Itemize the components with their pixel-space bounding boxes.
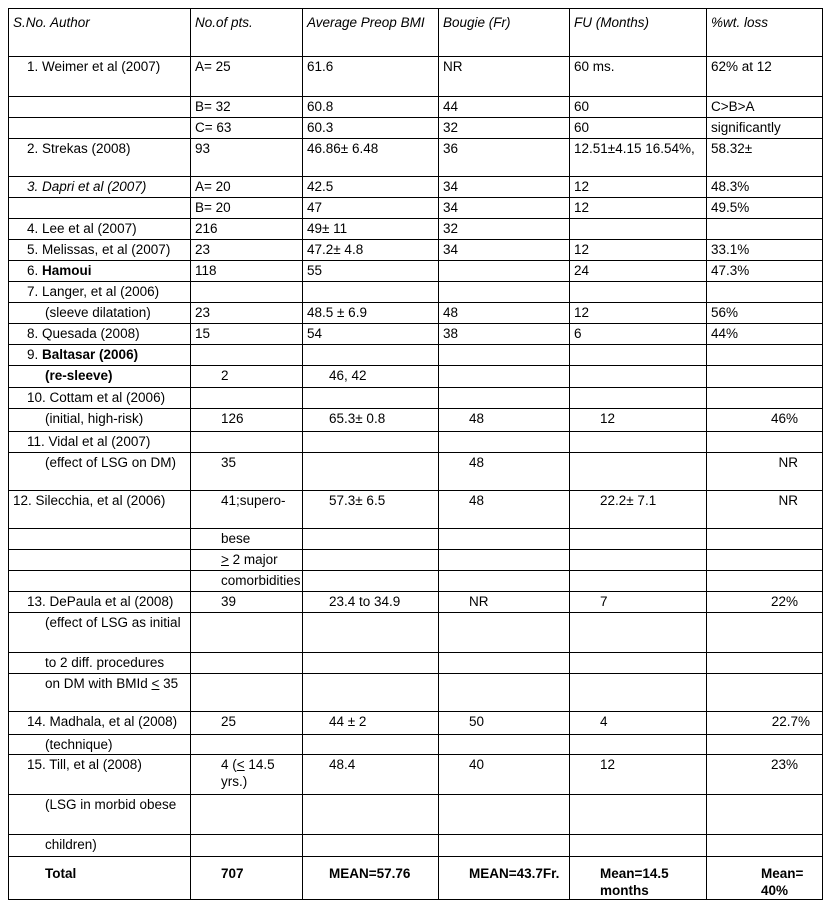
cell-pts: 216	[191, 219, 303, 240]
cell-pts: B= 32	[191, 97, 303, 118]
cell-bmi	[303, 735, 439, 755]
cell-bmi	[303, 453, 439, 491]
cell-loss: 58.32±	[707, 139, 823, 177]
cell-bougie	[439, 282, 570, 303]
table-row	[9, 795, 823, 835]
cell-bougie: NR	[439, 592, 570, 613]
cell-author: (sleeve dilatation)	[9, 303, 191, 324]
cell-pts: 25	[191, 712, 303, 735]
cell-author: 14. Madhala, et al (2008)	[9, 712, 191, 735]
table-row	[9, 835, 823, 857]
cell-fu: 60 ms.	[570, 57, 707, 97]
cell-bougie	[439, 345, 570, 366]
cell-loss: 48.3%	[707, 177, 823, 198]
cell-bougie	[439, 529, 570, 550]
cell-loss: 33.1%	[707, 240, 823, 261]
cell-pts: 126	[191, 409, 303, 432]
cell-pts	[191, 388, 303, 409]
cell-bougie	[439, 674, 570, 712]
table-row	[9, 118, 823, 139]
cell-fu	[570, 345, 707, 366]
cell-author	[9, 571, 191, 592]
cell-fu: 12	[570, 303, 707, 324]
cell-bougie	[439, 795, 570, 835]
cell-bmi: 47	[303, 198, 439, 219]
cell-bougie: 44	[439, 97, 570, 118]
cell-bougie: 48	[439, 491, 570, 529]
cell-pts: B= 20	[191, 198, 303, 219]
author-name: Baltasar (2006)	[42, 347, 139, 362]
cell-fu: 4	[570, 712, 707, 735]
cell-pts: bese	[191, 529, 303, 550]
cell-bmi	[303, 345, 439, 366]
cell-bmi	[303, 613, 439, 653]
table-row	[9, 177, 823, 198]
cell-author: (technique)	[9, 735, 191, 755]
cell-fu	[570, 835, 707, 857]
cell-pts: 35	[191, 453, 303, 491]
cell-loss: 56%	[707, 303, 823, 324]
cell-fu	[570, 735, 707, 755]
cell-pts: C= 63	[191, 118, 303, 139]
cell-author: to 2 diff. procedures	[9, 653, 191, 674]
cell-author: (effect of LSG as initial	[9, 613, 191, 653]
cell-bougie: 36	[439, 139, 570, 177]
cell-fu	[570, 219, 707, 240]
header-row	[9, 9, 823, 57]
cell-author	[9, 345, 191, 366]
cell-author: 12. Silecchia, et al (2006)	[9, 491, 191, 529]
cell-fu	[570, 453, 707, 491]
cell-author	[9, 118, 191, 139]
cell-author: 5. Melissas, et al (2007)	[9, 240, 191, 261]
pts-symbol: <	[236, 757, 245, 772]
cell-fu: 60	[570, 118, 707, 139]
header-pts: No.of pts.	[191, 9, 303, 57]
header-loss: %wt. loss	[707, 9, 823, 57]
cell-fu	[570, 571, 707, 592]
cell-bougie	[439, 366, 570, 388]
cell-loss: 44%	[707, 324, 823, 345]
author-text: on DM with BMId	[45, 676, 152, 691]
cell-loss	[707, 674, 823, 712]
cell-author	[9, 97, 191, 118]
cell-fu	[570, 282, 707, 303]
total-bougie: MEAN=43.7Fr.	[439, 857, 570, 900]
cell-bougie	[439, 735, 570, 755]
cell-bmi: 47.2± 4.8	[303, 240, 439, 261]
table-row	[9, 735, 823, 755]
cell-fu	[570, 795, 707, 835]
cell-fu: 12	[570, 177, 707, 198]
cell-bmi: 46.86± 6.48	[303, 139, 439, 177]
table-row	[9, 57, 823, 97]
cell-pts: A= 20	[191, 177, 303, 198]
table-row	[9, 409, 823, 432]
cell-author: 15. Till, et al (2008)	[9, 755, 191, 795]
author-symbol: <	[151, 676, 160, 691]
cell-fu: 7	[570, 592, 707, 613]
cell-bougie	[439, 835, 570, 857]
header-author: S.No. Author	[9, 9, 191, 57]
cell-pts: 41;supero-	[191, 491, 303, 529]
table-row	[9, 653, 823, 674]
cell-fu	[570, 550, 707, 571]
cell-pts: 118	[191, 261, 303, 282]
cell-pts	[191, 835, 303, 857]
pts-text-tail: 14.5 yrs.)	[221, 757, 275, 789]
cell-bmi: 42.5	[303, 177, 439, 198]
cell-loss: significantly	[707, 118, 823, 139]
cell-loss: NR	[707, 491, 823, 529]
table-row	[9, 345, 823, 366]
cell-fu: 12.51±4.15 16.54%,	[570, 139, 707, 177]
cell-bmi	[303, 674, 439, 712]
cell-pts	[191, 345, 303, 366]
pts-text: 2 major	[228, 552, 278, 567]
cell-author: children)	[9, 835, 191, 857]
table-row	[9, 97, 823, 118]
cell-pts	[191, 282, 303, 303]
cell-bougie	[439, 432, 570, 453]
cell-author: (LSG in morbid obese	[9, 795, 191, 835]
cell-loss	[707, 613, 823, 653]
cell-pts: A= 25	[191, 57, 303, 97]
cell-author	[9, 550, 191, 571]
header-bougie: Bougie (Fr)	[439, 9, 570, 57]
cell-bougie: 48	[439, 303, 570, 324]
cell-fu: 60	[570, 97, 707, 118]
cell-loss	[707, 571, 823, 592]
cell-bougie: 34	[439, 240, 570, 261]
cell-loss	[707, 345, 823, 366]
cell-pts	[191, 795, 303, 835]
cell-author: (re-sleeve)	[9, 366, 191, 388]
pts-text: 4 (	[221, 757, 237, 772]
cell-bmi: 65.3± 0.8	[303, 409, 439, 432]
cell-author: (initial, high-risk)	[9, 409, 191, 432]
cell-bmi: 46, 42	[303, 366, 439, 388]
cell-author: 10. Cottam et al (2006)	[9, 388, 191, 409]
cell-loss	[707, 550, 823, 571]
cell-loss: 22%	[707, 592, 823, 613]
cell-loss: NR	[707, 453, 823, 491]
cell-bougie: 50	[439, 712, 570, 735]
cell-loss: 47.3%	[707, 261, 823, 282]
cell-bmi	[303, 795, 439, 835]
cell-author: 2. Strekas (2008)	[9, 139, 191, 177]
table-row	[9, 592, 823, 613]
table-row	[9, 571, 823, 592]
cell-pts	[191, 735, 303, 755]
cell-loss: 22.7%	[707, 712, 823, 735]
table-row	[9, 261, 823, 282]
cell-bougie	[439, 550, 570, 571]
total-loss: Mean= 40%	[707, 857, 823, 900]
cell-bmi: 23.4 to 34.9	[303, 592, 439, 613]
cell-bougie	[439, 653, 570, 674]
table-row	[9, 550, 823, 571]
cell-author: 1. Weimer et al (2007)	[9, 57, 191, 97]
cell-bougie	[439, 261, 570, 282]
cell-bmi: 57.3± 6.5	[303, 491, 439, 529]
cell-loss	[707, 432, 823, 453]
cell-pts	[191, 550, 303, 571]
cell-author: 11. Vidal et al (2007)	[9, 432, 191, 453]
cell-bougie: NR	[439, 57, 570, 97]
cell-author	[9, 261, 191, 282]
total-pts: 707	[191, 857, 303, 900]
cell-bmi	[303, 835, 439, 857]
cell-fu: 12	[570, 240, 707, 261]
cell-bmi	[303, 388, 439, 409]
bariatric-studies-table	[8, 8, 823, 900]
cell-bmi: 61.6	[303, 57, 439, 97]
cell-bmi: 55	[303, 261, 439, 282]
cell-fu	[570, 366, 707, 388]
table-row	[9, 453, 823, 491]
cell-bmi: 60.3	[303, 118, 439, 139]
cell-bougie: 32	[439, 118, 570, 139]
table-row	[9, 613, 823, 653]
cell-bmi: 54	[303, 324, 439, 345]
cell-bmi	[303, 571, 439, 592]
table-row	[9, 366, 823, 388]
cell-bougie: 40	[439, 755, 570, 795]
cell-pts	[191, 432, 303, 453]
cell-bmi	[303, 550, 439, 571]
cell-loss	[707, 735, 823, 755]
cell-pts	[191, 613, 303, 653]
cell-pts: 15	[191, 324, 303, 345]
cell-author	[9, 674, 191, 712]
table-row	[9, 674, 823, 712]
cell-bmi	[303, 529, 439, 550]
total-fu: Mean=14.5 months	[570, 857, 707, 900]
cell-fu	[570, 388, 707, 409]
cell-pts: comorbidities	[191, 571, 303, 592]
cell-loss	[707, 282, 823, 303]
cell-author: 13. DePaula et al (2008)	[9, 592, 191, 613]
cell-fu	[570, 529, 707, 550]
table-row	[9, 282, 823, 303]
cell-pts: 2	[191, 366, 303, 388]
table-row	[9, 712, 823, 735]
cell-bougie: 32	[439, 219, 570, 240]
cell-bougie: 34	[439, 198, 570, 219]
cell-fu: 24	[570, 261, 707, 282]
header-bmi: Average Preop BMI	[303, 9, 439, 57]
cell-bmi	[303, 653, 439, 674]
cell-pts	[191, 653, 303, 674]
cell-loss: 46%	[707, 409, 823, 432]
cell-author: 3. Dapri et al (2007)	[9, 177, 191, 198]
table-row	[9, 324, 823, 345]
cell-author	[9, 529, 191, 550]
cell-bougie	[439, 388, 570, 409]
cell-bougie	[439, 571, 570, 592]
cell-pts	[191, 755, 303, 795]
header-fu: FU (Months)	[570, 9, 707, 57]
cell-fu	[570, 432, 707, 453]
pts-symbol: >	[221, 552, 229, 567]
cell-loss	[707, 835, 823, 857]
cell-loss	[707, 795, 823, 835]
cell-author	[9, 198, 191, 219]
cell-loss: 23%	[707, 755, 823, 795]
author-number: 6.	[27, 263, 43, 278]
table-row	[9, 303, 823, 324]
cell-bmi	[303, 282, 439, 303]
cell-bougie: 38	[439, 324, 570, 345]
cell-loss: C>B>A	[707, 97, 823, 118]
cell-bougie: 48	[439, 453, 570, 491]
cell-bougie: 34	[439, 177, 570, 198]
author-text-tail: 35	[159, 676, 179, 691]
table-row	[9, 219, 823, 240]
author-name: Hamoui	[42, 263, 92, 278]
cell-fu: 12	[570, 755, 707, 795]
cell-loss: 49.5%	[707, 198, 823, 219]
table-row	[9, 388, 823, 409]
table-row	[9, 432, 823, 453]
cell-loss	[707, 366, 823, 388]
total-bmi: MEAN=57.76	[303, 857, 439, 900]
cell-fu	[570, 613, 707, 653]
cell-bougie: 48	[439, 409, 570, 432]
author-number: 9.	[27, 347, 43, 362]
cell-pts: 23	[191, 240, 303, 261]
cell-fu: 22.2± 7.1	[570, 491, 707, 529]
cell-bougie	[439, 613, 570, 653]
cell-author: 4. Lee et al (2007)	[9, 219, 191, 240]
table-row	[9, 491, 823, 529]
cell-bmi: 49± 11	[303, 219, 439, 240]
cell-bmi	[303, 432, 439, 453]
cell-loss	[707, 653, 823, 674]
cell-pts	[191, 674, 303, 712]
cell-fu: 6	[570, 324, 707, 345]
cell-loss: 62% at 12	[707, 57, 823, 97]
table-row	[9, 755, 823, 795]
cell-bmi: 48.5 ± 6.9	[303, 303, 439, 324]
cell-bmi: 60.8	[303, 97, 439, 118]
total-label: Total	[9, 857, 191, 900]
cell-pts: 93	[191, 139, 303, 177]
cell-fu	[570, 653, 707, 674]
table-row	[9, 198, 823, 219]
table-row	[9, 529, 823, 550]
cell-bmi: 48.4	[303, 755, 439, 795]
cell-loss	[707, 219, 823, 240]
cell-fu	[570, 674, 707, 712]
cell-loss	[707, 388, 823, 409]
cell-loss	[707, 529, 823, 550]
cell-author: 8. Quesada (2008)	[9, 324, 191, 345]
cell-author: (effect of LSG on DM)	[9, 453, 191, 491]
table-row	[9, 139, 823, 177]
total-row	[9, 857, 823, 900]
cell-fu: 12	[570, 198, 707, 219]
cell-pts: 39	[191, 592, 303, 613]
table-row	[9, 240, 823, 261]
cell-fu: 12	[570, 409, 707, 432]
cell-bmi: 44 ± 2	[303, 712, 439, 735]
cell-author: 7. Langer, et al (2006)	[9, 282, 191, 303]
cell-pts: 23	[191, 303, 303, 324]
